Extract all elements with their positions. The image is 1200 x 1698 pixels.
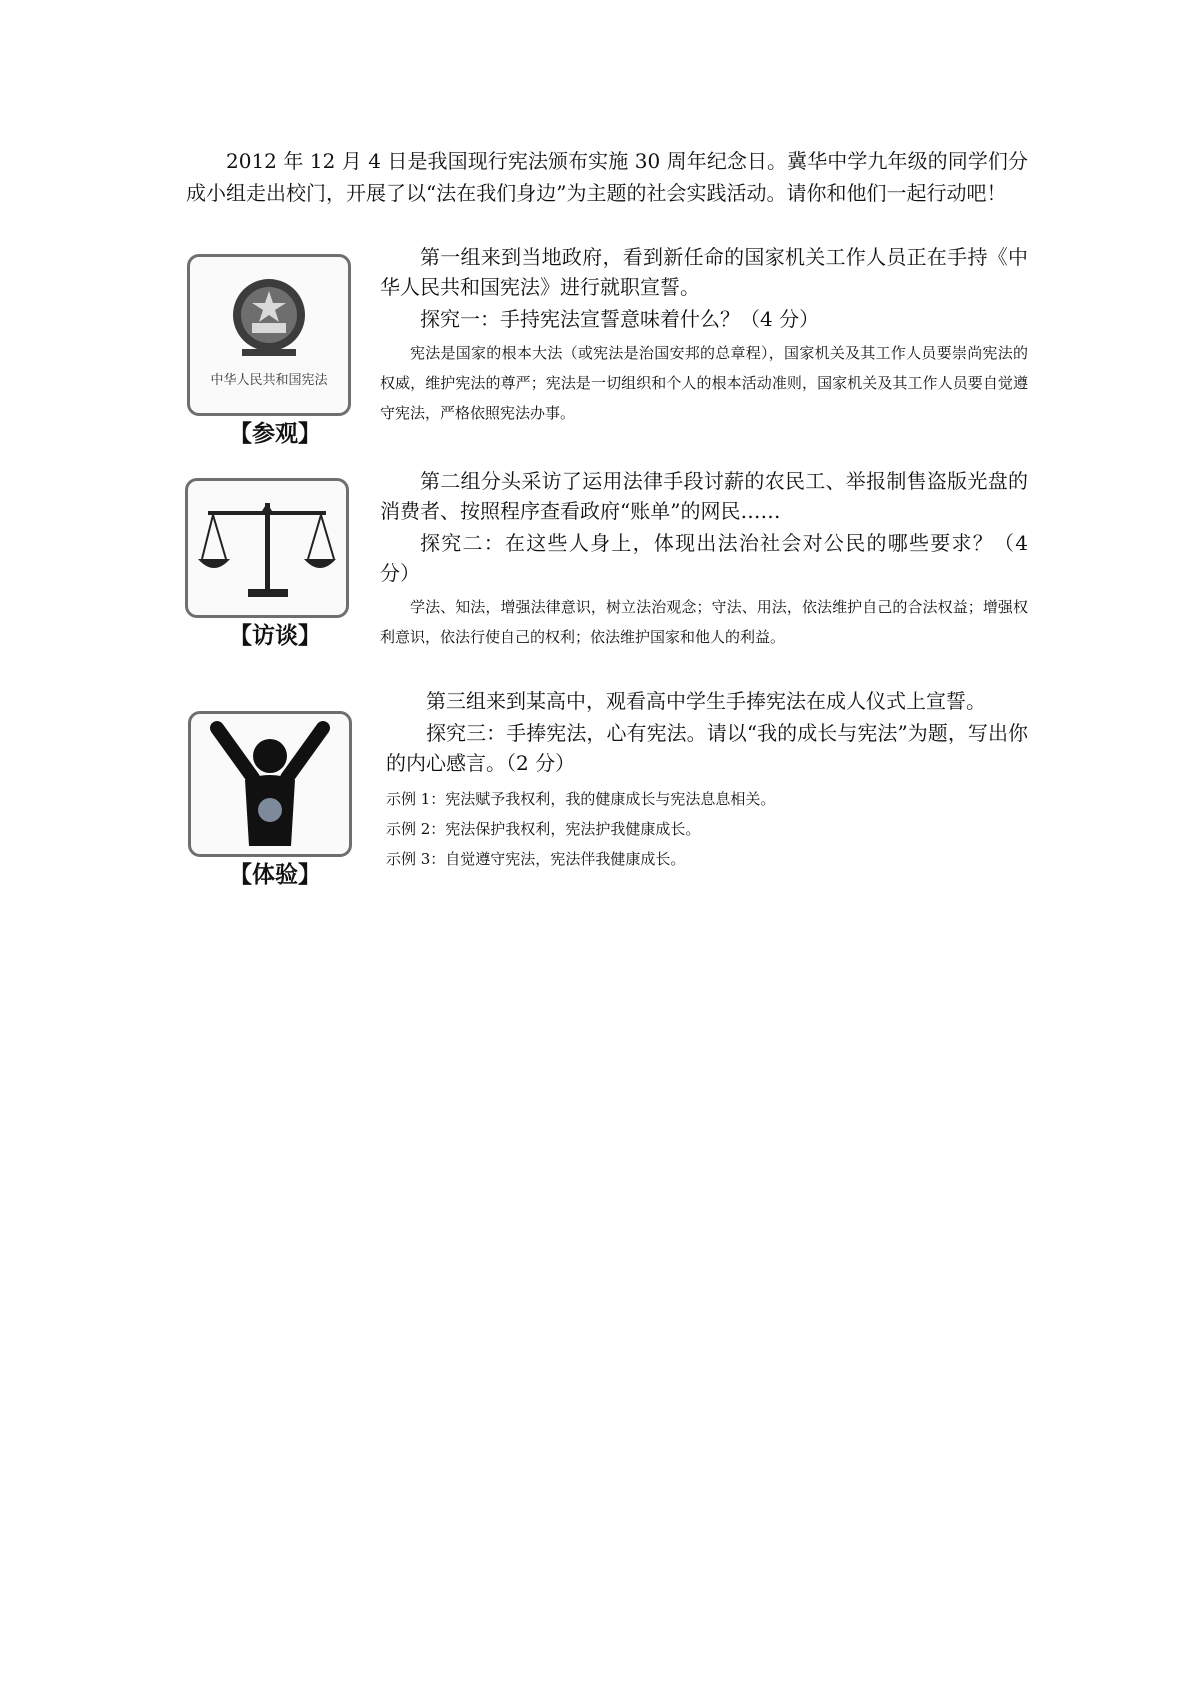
scales-graphic — [188, 481, 346, 615]
section-label-experience: 【体验】 — [229, 862, 321, 888]
section-label-interview: 【访谈】 — [229, 623, 321, 649]
section-1-question: 探究一：手持宪法宣誓意味着什么？（4 分） — [420, 307, 820, 331]
section-3-text — [386, 686, 1028, 874]
example-2: 示例 2：宪法保护我权利，宪法护我健康成长。 — [386, 820, 701, 838]
person-raising-arms-icon — [188, 711, 352, 857]
section-2-text — [380, 466, 1028, 652]
example-3: 示例 3：自觉遵守宪法，宪法伴我健康成长。 — [386, 850, 686, 868]
section-1-answer-text: 宪法是国家的根本大法（或宪法是治国安邦的总章程），国家机关及其工作人员要崇尚宪法的权威，维护宪法的尊严；宪法是一切组织和个人的根本活动准则，国家机关及其工作人员要自觉遵守宪法，严格依照宪法办事。 — [380, 344, 1028, 422]
example-1: 示例 1：宪法赋予我权利，我的健康成长与宪法息息相关。 — [386, 790, 776, 808]
section-1-answer — [380, 338, 1028, 428]
section-3-question: 探究三：手捧宪法，心有宪法。请以“我的成长与宪法”为题，写出你的内心感言。（2 分） — [386, 721, 1028, 775]
national-emblem-graphic — [190, 257, 348, 413]
section-1-text — [380, 242, 1028, 428]
intro-paragraph — [186, 145, 1028, 209]
national-emblem-icon — [187, 254, 351, 416]
scales-icon — [185, 478, 349, 618]
section-label-visit: 【参观】 — [229, 421, 321, 447]
person-graphic — [191, 714, 349, 854]
section-2-intro: 第二组分头采访了运用法律手段讨薪的农民工、举报制售盗版光盘的消费者、按照程序查看政府“账单”的网民…… — [380, 469, 1028, 523]
intro-text: 2012 年 12 月 4 日是我国现行宪法颁布实施 30 周年纪念日。冀华中学九年级的同学们分成小组走出校门，开展了以“法在我们身边”为主题的社会实践活动。请你和他们一起行动吧！ — [186, 149, 1028, 205]
icon-caption: 中华人民共和国宪法 — [210, 373, 328, 388]
section-1-intro: 第一组来到当地政府，看到新任命的国家机关工作人员正在手持《中华人民共和国宪法》进行就职宣誓。 — [380, 245, 1028, 299]
section-2-answer-text: 学法、知法，增强法律意识，树立法治观念；守法、用法，依法维护自己的合法权益；增强权利意识，依法行使自己的权利；依法维护国家和他人的利益。 — [380, 598, 1028, 646]
section-3-examples — [386, 784, 1028, 874]
section-2-question: 探究二：在这些人身上，体现出法治社会对公民的哪些要求？（4 分） — [380, 531, 1028, 585]
section-2-answer — [380, 592, 1028, 652]
section-3-intro: 第三组来到某高中，观看高中学生手捧宪法在成人仪式上宣誓。 — [426, 689, 986, 713]
